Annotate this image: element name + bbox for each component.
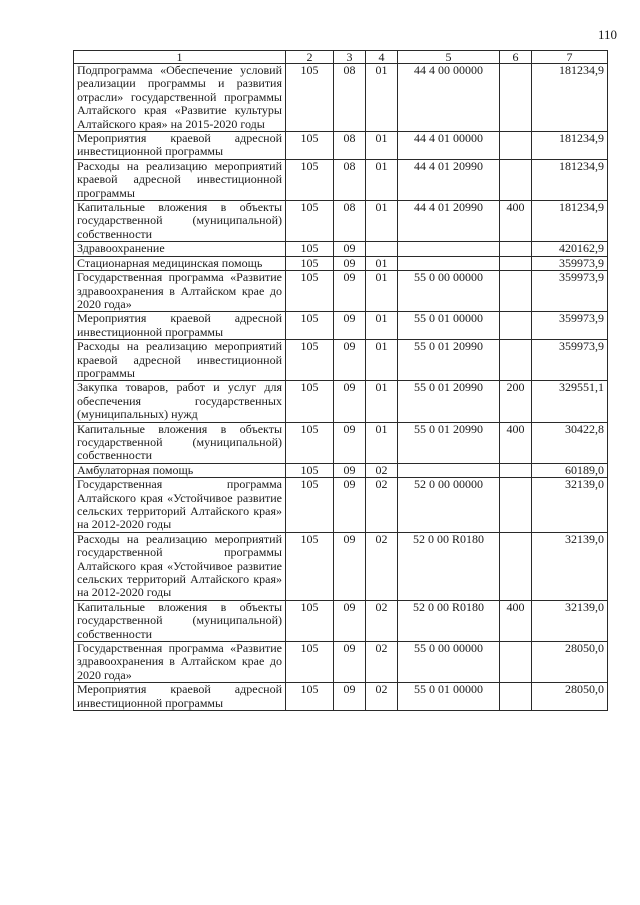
row-subsection-cell: 01	[366, 312, 398, 340]
row-code-cell: 105	[286, 532, 334, 600]
table-row	[74, 683, 608, 711]
row-amount-cell: 181234,9	[532, 64, 608, 132]
row-section-cell: 08	[334, 132, 366, 160]
row-target-article-cell: 44 4 01 20990	[398, 201, 500, 242]
table-row	[74, 340, 608, 381]
row-target-article-cell: 55 0 00 00000	[398, 642, 500, 683]
row-expense-type-cell	[500, 271, 532, 312]
row-amount-cell: 329551,1	[532, 381, 608, 422]
table-header-row	[74, 51, 608, 64]
table-row	[74, 132, 608, 160]
row-expense-type-cell	[500, 532, 532, 600]
column-header: 1	[74, 51, 286, 64]
row-target-article-cell	[398, 242, 500, 256]
row-subsection-cell: 02	[366, 600, 398, 641]
row-target-article-cell: 55 0 01 00000	[398, 683, 500, 711]
row-amount-cell: 181234,9	[532, 201, 608, 242]
table-row	[74, 422, 608, 463]
row-code-cell: 105	[286, 242, 334, 256]
row-expense-type-cell	[500, 256, 532, 270]
row-code-cell: 105	[286, 683, 334, 711]
row-name-cell: Капитальные вложения в объекты государственной (муниципальной) собственности	[74, 201, 286, 242]
row-code-cell: 105	[286, 312, 334, 340]
column-header: 6	[500, 51, 532, 64]
row-code-cell: 105	[286, 478, 334, 533]
row-target-article-cell: 44 4 00 00000	[398, 64, 500, 132]
row-section-cell: 09	[334, 422, 366, 463]
table-row	[74, 478, 608, 533]
row-name-cell: Мероприятия краевой адресной инвестиционной программы	[74, 132, 286, 160]
row-subsection-cell: 01	[366, 201, 398, 242]
row-code-cell: 105	[286, 159, 334, 200]
row-expense-type-cell: 400	[500, 422, 532, 463]
row-name-cell: Капитальные вложения в объекты государственной (муниципальной) собственности	[74, 600, 286, 641]
table-row	[74, 381, 608, 422]
row-name-cell: Подпрограмма «Обеспечение условий реализации программы и развития отрасли» государственной программы Алтайского края «Развитие культуры Алтайского края» на 2015-2020 годы	[74, 64, 286, 132]
row-target-article-cell: 55 0 01 20990	[398, 381, 500, 422]
row-target-article-cell: 55 0 01 20990	[398, 422, 500, 463]
row-code-cell: 105	[286, 642, 334, 683]
table-body	[74, 64, 608, 711]
row-code-cell: 105	[286, 463, 334, 477]
row-section-cell: 09	[334, 600, 366, 641]
row-section-cell: 09	[334, 271, 366, 312]
row-amount-cell: 359973,9	[532, 256, 608, 270]
row-amount-cell: 359973,9	[532, 312, 608, 340]
row-target-article-cell: 44 4 01 20990	[398, 159, 500, 200]
row-name-cell: Амбулаторная помощь	[74, 463, 286, 477]
column-header: 7	[532, 51, 608, 64]
row-code-cell: 105	[286, 600, 334, 641]
row-amount-cell: 181234,9	[532, 132, 608, 160]
row-target-article-cell: 52 0 00 R0180	[398, 600, 500, 641]
row-section-cell: 09	[334, 381, 366, 422]
row-target-article-cell: 55 0 01 20990	[398, 340, 500, 381]
row-expense-type-cell	[500, 312, 532, 340]
row-target-article-cell	[398, 463, 500, 477]
row-expense-type-cell: 400	[500, 201, 532, 242]
row-subsection-cell: 02	[366, 532, 398, 600]
table-row	[74, 642, 608, 683]
row-name-cell: Государственная программа Алтайского края «Устойчивое развитие сельских территорий Алтайского края» на 2012-2020 годы	[74, 478, 286, 533]
row-amount-cell: 32139,0	[532, 478, 608, 533]
row-subsection-cell: 01	[366, 132, 398, 160]
row-name-cell: Закупка товаров, работ и услуг для обеспечения государственных (муниципальных) нужд	[74, 381, 286, 422]
page-number: 110	[598, 27, 618, 42]
row-expense-type-cell	[500, 463, 532, 477]
row-name-cell: Расходы на реализацию мероприятий краевой адресной инвестиционной программы	[74, 340, 286, 381]
row-amount-cell: 420162,9	[532, 242, 608, 256]
row-expense-type-cell: 400	[500, 600, 532, 641]
row-subsection-cell: 02	[366, 463, 398, 477]
column-header: 3	[334, 51, 366, 64]
row-code-cell: 105	[286, 422, 334, 463]
column-header: 5	[398, 51, 500, 64]
table-row	[74, 256, 608, 270]
table-row	[74, 600, 608, 641]
row-code-cell: 105	[286, 340, 334, 381]
row-section-cell: 09	[334, 463, 366, 477]
row-amount-cell: 359973,9	[532, 340, 608, 381]
row-name-cell: Капитальные вложения в объекты государственной (муниципальной) собственности	[74, 422, 286, 463]
row-code-cell: 105	[286, 271, 334, 312]
table-row	[74, 312, 608, 340]
row-subsection-cell: 01	[366, 256, 398, 270]
row-amount-cell: 28050,0	[532, 642, 608, 683]
row-section-cell: 09	[334, 532, 366, 600]
row-subsection-cell: 01	[366, 159, 398, 200]
row-section-cell: 09	[334, 642, 366, 683]
row-section-cell: 08	[334, 159, 366, 200]
table-row	[74, 242, 608, 256]
row-section-cell: 09	[334, 683, 366, 711]
row-subsection-cell: 01	[366, 381, 398, 422]
column-header: 4	[366, 51, 398, 64]
row-subsection-cell: 01	[366, 340, 398, 381]
row-code-cell: 105	[286, 64, 334, 132]
row-subsection-cell: 01	[366, 271, 398, 312]
row-code-cell: 105	[286, 381, 334, 422]
row-amount-cell: 60189,0	[532, 463, 608, 477]
row-expense-type-cell	[500, 159, 532, 200]
row-code-cell: 105	[286, 201, 334, 242]
row-expense-type-cell	[500, 683, 532, 711]
row-name-cell: Государственная программа «Развитие здравоохранения в Алтайском крае до 2020 года»	[74, 642, 286, 683]
row-amount-cell: 32139,0	[532, 600, 608, 641]
row-target-article-cell: 55 0 01 00000	[398, 312, 500, 340]
row-expense-type-cell	[500, 242, 532, 256]
row-section-cell: 09	[334, 340, 366, 381]
row-amount-cell: 359973,9	[532, 271, 608, 312]
row-subsection-cell: 02	[366, 642, 398, 683]
row-expense-type-cell	[500, 478, 532, 533]
row-target-article-cell: 52 0 00 R0180	[398, 532, 500, 600]
row-subsection-cell: 01	[366, 64, 398, 132]
table-row	[74, 271, 608, 312]
row-section-cell: 09	[334, 256, 366, 270]
column-header: 2	[286, 51, 334, 64]
row-target-article-cell: 52 0 00 00000	[398, 478, 500, 533]
row-target-article-cell: 44 4 01 00000	[398, 132, 500, 160]
row-name-cell: Расходы на реализацию мероприятий краевой адресной инвестиционной программы	[74, 159, 286, 200]
row-section-cell: 08	[334, 201, 366, 242]
row-name-cell: Мероприятия краевой адресной инвестиционной программы	[74, 683, 286, 711]
table-row	[74, 532, 608, 600]
row-amount-cell: 32139,0	[532, 532, 608, 600]
row-target-article-cell	[398, 256, 500, 270]
row-subsection-cell: 02	[366, 683, 398, 711]
budget-table	[73, 50, 608, 711]
row-code-cell: 105	[286, 256, 334, 270]
row-amount-cell: 181234,9	[532, 159, 608, 200]
row-name-cell: Государственная программа «Развитие здравоохранения в Алтайском крае до 2020 года»	[74, 271, 286, 312]
row-amount-cell: 28050,0	[532, 683, 608, 711]
row-expense-type-cell	[500, 64, 532, 132]
row-expense-type-cell	[500, 642, 532, 683]
row-name-cell: Здравоохранение	[74, 242, 286, 256]
row-section-cell: 09	[334, 242, 366, 256]
table-row	[74, 201, 608, 242]
row-subsection-cell: 02	[366, 478, 398, 533]
row-expense-type-cell	[500, 340, 532, 381]
row-section-cell: 08	[334, 64, 366, 132]
row-target-article-cell: 55 0 00 00000	[398, 271, 500, 312]
row-name-cell: Мероприятия краевой адресной инвестиционной программы	[74, 312, 286, 340]
table-row	[74, 463, 608, 477]
row-name-cell: Стационарная медицинская помощь	[74, 256, 286, 270]
row-section-cell: 09	[334, 312, 366, 340]
row-section-cell: 09	[334, 478, 366, 533]
row-code-cell: 105	[286, 132, 334, 160]
row-amount-cell: 30422,8	[532, 422, 608, 463]
row-expense-type-cell	[500, 132, 532, 160]
row-name-cell: Расходы на реализацию мероприятий государственной программы Алтайского края «Устойчивое развитие сельских территорий Алтайского края» на 2012-2020 годы	[74, 532, 286, 600]
row-subsection-cell	[366, 242, 398, 256]
table-row	[74, 159, 608, 200]
row-expense-type-cell: 200	[500, 381, 532, 422]
row-subsection-cell: 01	[366, 422, 398, 463]
table-row	[74, 64, 608, 132]
